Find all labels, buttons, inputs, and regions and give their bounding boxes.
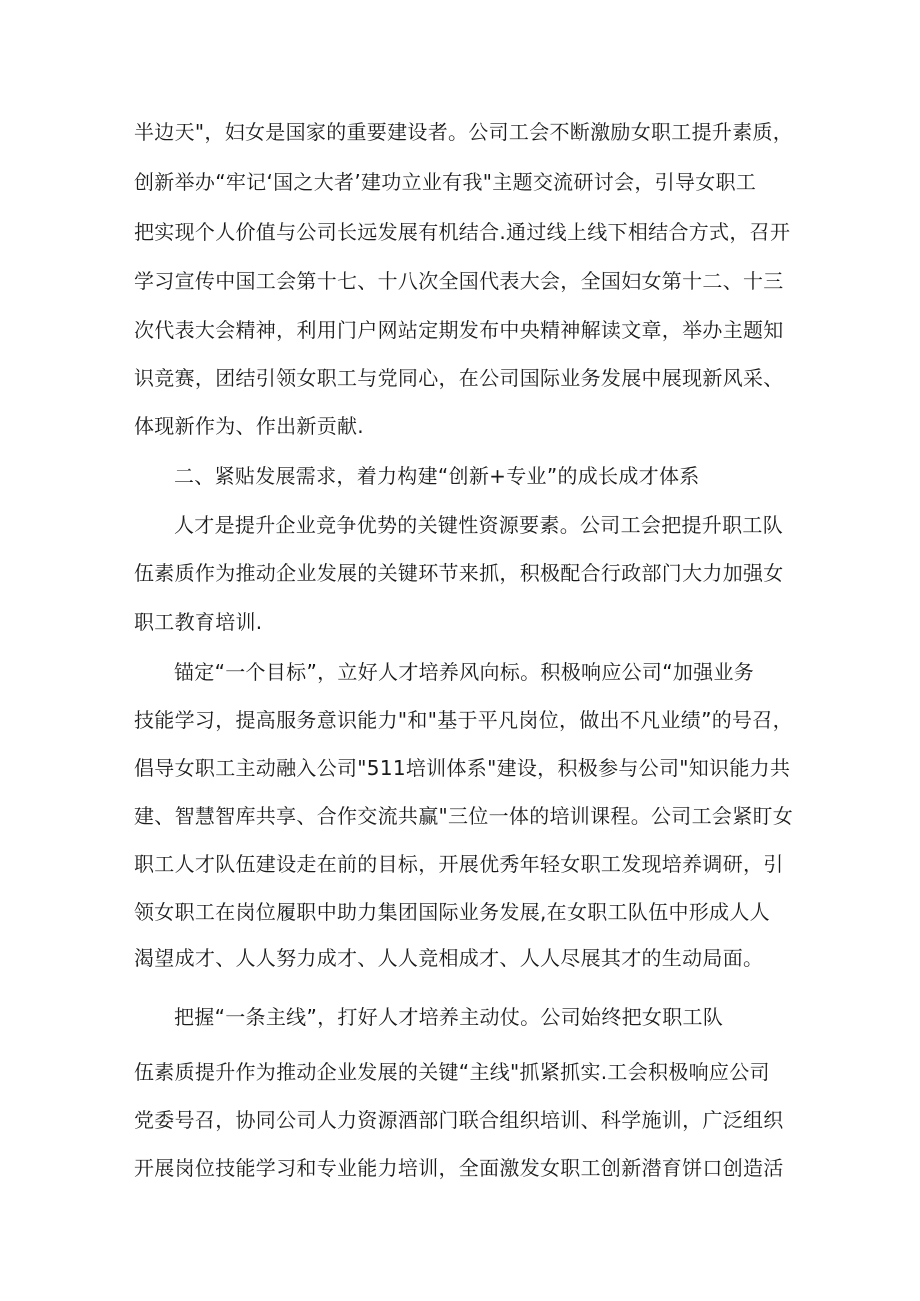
section-heading: 二、紧贴发展需求，着力构建“创新+专业”的成长成才体系 bbox=[174, 464, 700, 488]
body-text-line: 把实现个人价值与公司长远发展有机结合.通过线上线下相结合方式，召开 bbox=[134, 220, 791, 244]
body-text-line: 把握“一条主线”，打好人才培养主动仗。公司始终把女职工队 bbox=[174, 1005, 724, 1029]
body-text-line: 倡导女职工主动融入公司"511培训体系"建设，积极参与公司"知识能力共 bbox=[134, 756, 791, 780]
body-text-line: 创新举办“牢记‘国之大者’建功立业有我"主题交流研讨会，引导女职工 bbox=[134, 170, 757, 194]
body-text-line: 次代表大会精神，利用门户网站定期发布中央精神解读文章，举办主题知 bbox=[134, 318, 784, 342]
body-text-line: 体现新作为、作出新贡献. bbox=[134, 414, 364, 438]
body-text-line: 职工人才队伍建设走在前的目标，开展优秀年轻女职工发现培养调研，引 bbox=[134, 852, 784, 876]
body-text-line: 职工教育培训. bbox=[134, 610, 263, 634]
body-text-line: 领女职工在岗位履职中助力集团国际业务发展,在女职工队伍中形成人人 bbox=[134, 900, 770, 924]
body-text-line: 识竞赛，团结引领女职工与党同心，在公司国际业务发展中展现新风采、 bbox=[134, 366, 784, 390]
body-text-line: 开展岗位技能学习和专业能力培训，全面激发女职工创新潜育饼口创造活 bbox=[134, 1156, 784, 1180]
body-text-line: 伍素质提升作为推动企业发展的关键“主线"抓紧抓实.工会积极响应公司 bbox=[134, 1060, 770, 1084]
body-text-line: 人才是提升企业竞争优势的关键性资源要素。公司工会把提升职工队 bbox=[174, 513, 783, 537]
body-text-line: 建、智慧智库共享、合作交流共赢"三位一体的培训课程。公司工会紧盯女 bbox=[134, 804, 794, 828]
body-text-line: 技能学习，提高服务意识能力"和"基于平凡岗位，做出不凡业绩”的号召， bbox=[134, 708, 793, 732]
body-text-line: 渴望成才、人人努力成才、人人竞相成才、人人尽展其才的生动局面。 bbox=[134, 946, 764, 970]
body-text-line: 党委号召，协同公司人力资源酒部门联合组织培训、科学施训，广泛组织 bbox=[134, 1108, 784, 1132]
body-text-line: 伍素质作为推动企业发展的关键环节来抓，积极配合行政部门大力加强女 bbox=[134, 561, 784, 585]
body-text-line: 半边天"，妇女是国家的重要建设者。公司工会不断激励女职工提升素质， bbox=[134, 120, 794, 144]
body-text-line: 学习宣传中国工会第十七、十八次全国代表大会，全国妇女第十二、十三 bbox=[134, 269, 784, 293]
body-text-line: 锚定“一个目标”，立好人才培养风向标。积极响应公司“加强业务 bbox=[174, 660, 755, 684]
